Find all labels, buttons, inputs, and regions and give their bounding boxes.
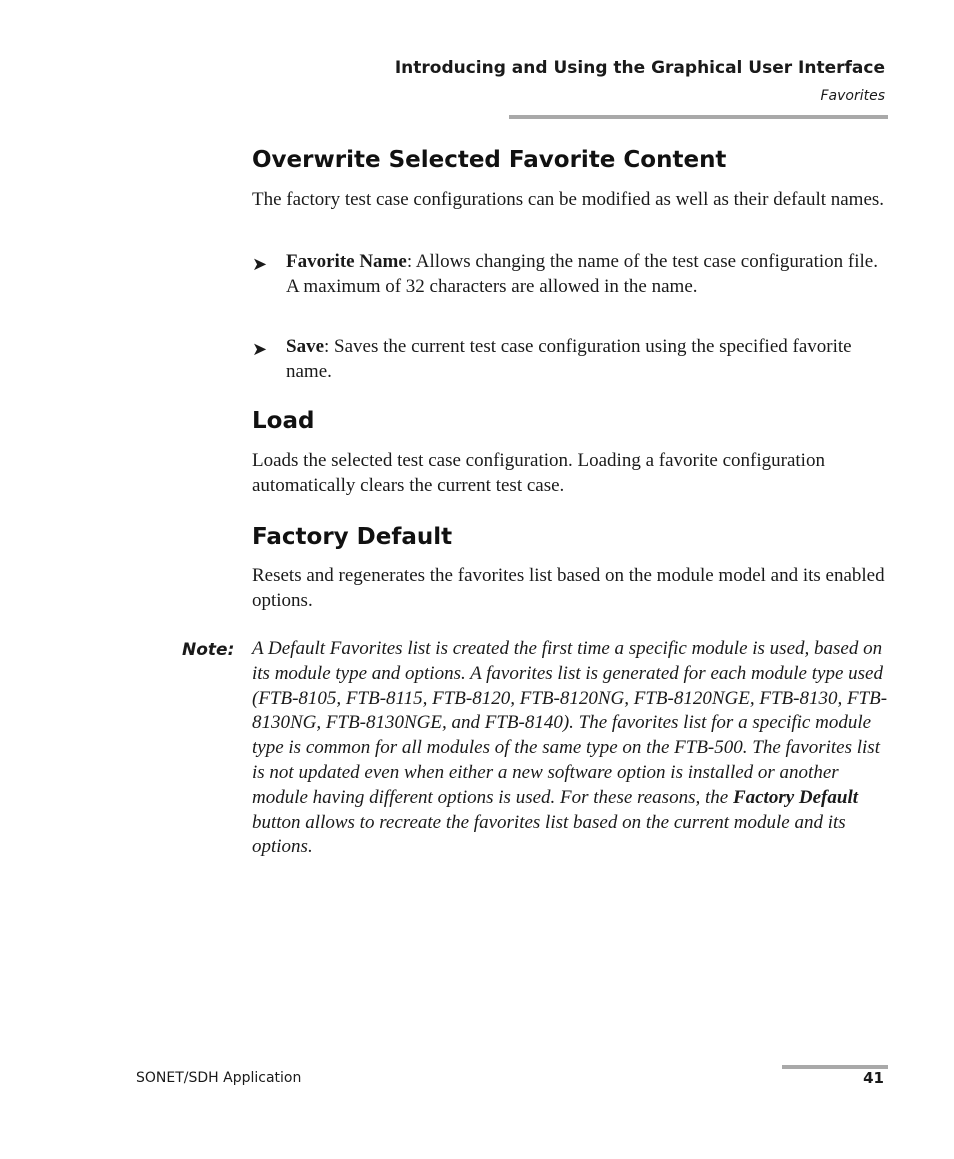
section-heading: Factory Default	[252, 524, 453, 550]
note-text	[252, 637, 888, 860]
section-paragraph: Resets and regenerates the favorites list based on the module model and its enabled options.	[252, 565, 885, 611]
bullet-term: Save	[286, 336, 324, 357]
bullet-description: : Allows changing the name of the test case configuration file. A maximum of 32 characters are allowed in the name.	[286, 251, 878, 297]
footer-document-title: SONET/SDH Application	[136, 1070, 302, 1086]
running-header-title: Introducing and Using the Graphical User Interface	[394, 58, 885, 78]
section-paragraph: Loads the selected test case configuration. Loading a favorite configuration automatically clears the current test case.	[252, 450, 825, 496]
bullet-text	[286, 250, 888, 300]
section-load	[252, 407, 888, 499]
header-rule	[509, 115, 888, 119]
running-header-section: Favorites	[820, 88, 885, 104]
note-text-end: button allows to recreate the favorites list based on the current module and its options.	[252, 811, 846, 858]
page-number: 41	[863, 1069, 884, 1087]
note-text-bold: Factory Default	[732, 786, 859, 808]
section-heading: Overwrite Selected Favorite Content	[252, 147, 727, 173]
bullet-text	[286, 335, 888, 385]
bullet-item-save	[252, 335, 888, 385]
bullet-item-favorite-name	[252, 250, 888, 300]
note-label: Note:	[182, 640, 235, 660]
section-factory-default	[252, 523, 888, 614]
section-paragraph: The factory test case configurations can be modified as well as their default names.	[252, 189, 885, 210]
section-overwrite	[252, 146, 888, 213]
arrowhead-bullet-icon: ➤	[252, 254, 268, 274]
bullet-term: Favorite Name	[286, 251, 407, 272]
section-heading: Load	[252, 408, 315, 434]
arrowhead-bullet-icon: ➤	[252, 339, 268, 359]
bullet-description: : Saves the current test case configuration using the specified favorite name.	[286, 336, 852, 382]
note-text-start: A Default Favorites list is created the first time a specific module is used, based on its module type and options. A favorites list is generated for each module type used (FTB-8105, FTB-8115, FTB-8120, FTB-8120NG, FTB-8120NGE, FTB-8130, FTB-8130NG, FTB-8130NGE, and FTB-8140). The favorites list for a specific module type is common for all modules of the same type on the FTB-500. The favorites list is not updated even when either a new software option is installed or another module having different options is used. For these reasons, the	[252, 638, 888, 808]
